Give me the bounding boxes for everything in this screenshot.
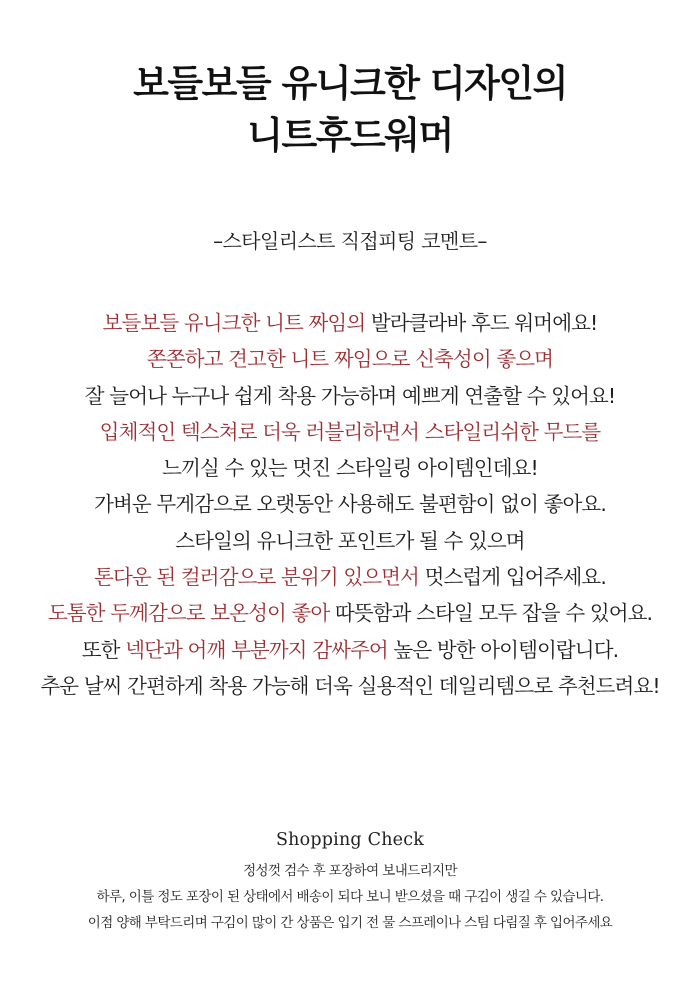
comment-line bbox=[0, 378, 700, 414]
comment-line bbox=[0, 559, 700, 595]
comment-highlight: 입체적인 텍스쳐로 더욱 러블리하면서 스타일리쉬한 무드를 bbox=[99, 419, 601, 444]
comment-text: 따뜻함과 스타일 모두 잡을 수 있어요. bbox=[329, 601, 653, 626]
notice-line: 하루, 이틀 정도 포장이 된 상태에서 배송이 되다 보니 받으셨을 때 구김이 생길 수 있습니다. bbox=[96, 889, 604, 905]
product-headline bbox=[0, 58, 700, 162]
headline-line-1: 보들보들 유니크한 디자인의 bbox=[133, 62, 567, 105]
comment-text: 발라클라바 후드 워머에요! bbox=[365, 311, 598, 335]
comment-line bbox=[0, 414, 700, 450]
comment-highlight: 넥단과 어깨 부분까지 감싸주어 bbox=[125, 637, 388, 662]
comment-text: 추운 날씨 간편하게 착용 가능해 더욱 실용적인 데일리템으로 추천드려요! bbox=[40, 673, 660, 698]
shopping-check-notice bbox=[0, 858, 700, 936]
stylist-comment-heading: –스타일리스트 직접피팅 코멘트– bbox=[213, 229, 487, 253]
comment-text: 멋스럽게 입어주세요. bbox=[418, 565, 606, 590]
comment-highlight: 도톰한 두께감으로 보온성이 좋아 bbox=[47, 601, 330, 626]
comment-text: 높은 방한 아이템이랍니다. bbox=[387, 637, 619, 662]
comment-text-prefix: 또한 bbox=[81, 637, 126, 662]
headline-line-2: 니트후드워머 bbox=[247, 114, 453, 157]
comment-text: 스타일의 유니크한 포인트가 될 수 있으며 bbox=[175, 528, 525, 553]
comment-highlight: 톤다운 된 컬러감으로 분위기 있으면서 bbox=[94, 565, 419, 590]
comment-text: 느끼실 수 있는 멋진 스타일링 아이템인데요! bbox=[162, 456, 538, 481]
stylist-comment-list bbox=[0, 305, 700, 704]
comment-line bbox=[0, 341, 700, 377]
shopping-check-title: Shopping Check bbox=[275, 830, 425, 850]
comment-text: 가벼운 무게감으로 오랫동안 사용해도 불편함이 없이 좋아요. bbox=[94, 492, 606, 517]
comment-highlight: 보들보들 유니크한 니트 짜임의 bbox=[102, 311, 366, 335]
comment-line bbox=[0, 595, 700, 631]
notice-line: 이점 양해 부탁드리며 구김이 많이 간 상품은 입기 전 물 스프레이나 스팀 다림질 후 입어주세요 bbox=[87, 915, 613, 931]
comment-line bbox=[0, 668, 700, 704]
comment-line bbox=[0, 523, 700, 559]
comment-line bbox=[0, 632, 700, 668]
comment-line bbox=[0, 305, 700, 341]
comment-text: 잘 늘어나 누구나 쉽게 착용 가능하며 예쁘게 연출할 수 있어요! bbox=[84, 383, 616, 408]
comment-highlight: 쫀쫀하고 견고한 니트 짜임으로 신축성이 좋으며 bbox=[146, 347, 554, 372]
comment-line bbox=[0, 486, 700, 522]
comment-line bbox=[0, 450, 700, 486]
notice-line: 정성껏 검수 후 포장하여 보내드리지만 bbox=[243, 863, 457, 879]
